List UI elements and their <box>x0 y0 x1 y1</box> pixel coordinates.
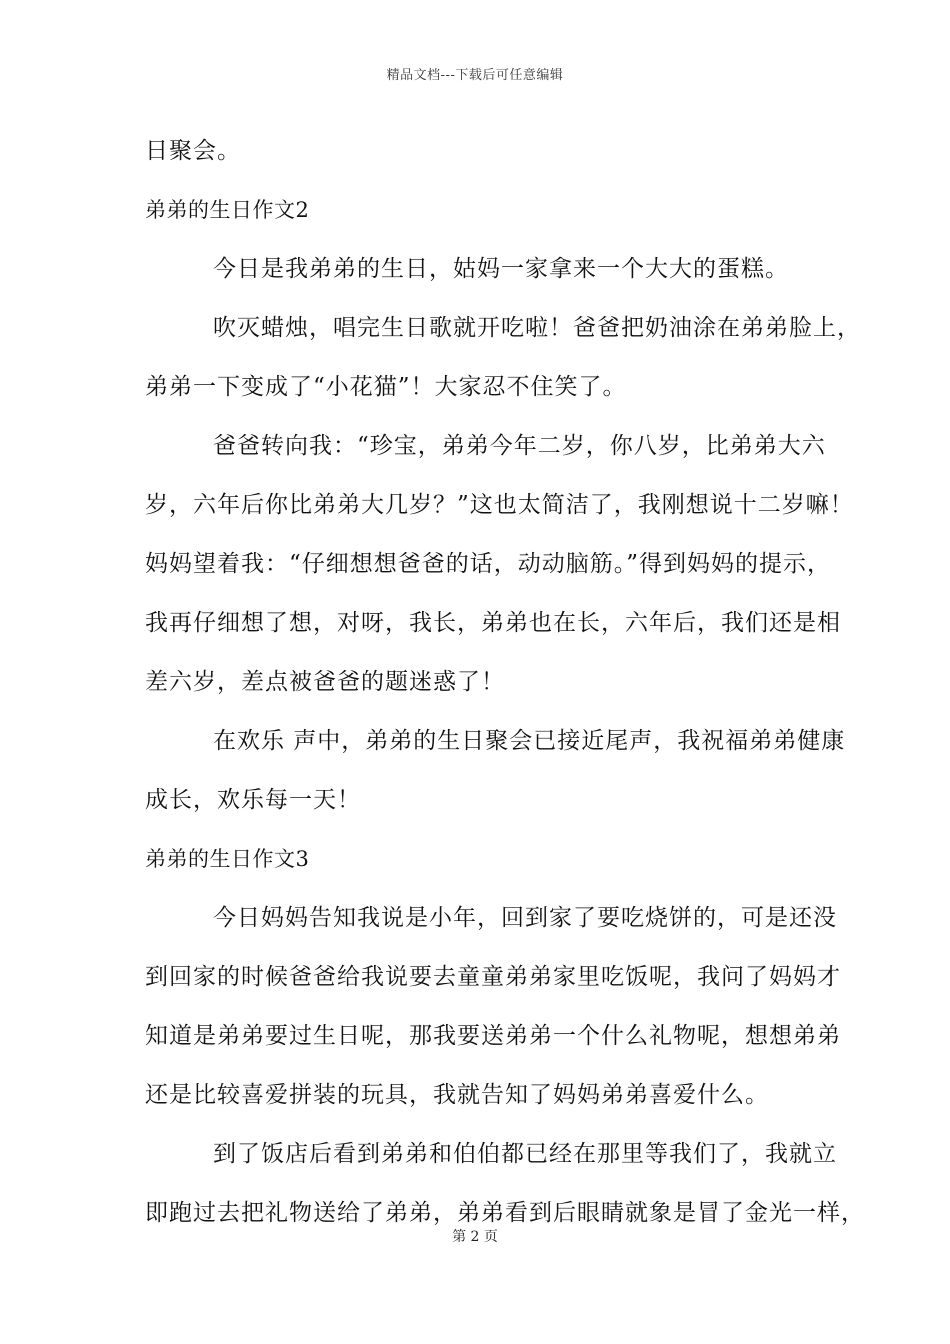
page-number: 第 2 页 <box>452 1229 498 1245</box>
text-line: 弟弟一下变成了“小花猫”！大家忍不住笑了。 <box>145 374 627 400</box>
text-line: 成长，欢乐每一天！ <box>145 787 361 813</box>
paragraph-first-line: 爸爸转向我：“珍宝，弟弟今年二岁，你八岁，比弟弟大六 <box>213 433 826 459</box>
paragraph-first-line: 在欢乐 声中，弟弟的生日聚会已接近尾声，我祝福弟弟健康 <box>213 728 846 754</box>
section-heading: 弟弟的生日作文2 <box>145 198 310 222</box>
document-body <box>145 128 865 1249</box>
text-line: 我再仔细想了想，对呀，我长，弟弟也在长，六年后，我们还是相 <box>145 610 841 636</box>
text-line: 岁，六年后你比弟弟大几岁？”这也太简洁了，我刚想说十二岁嘛！ <box>145 492 854 518</box>
text-line: 即跑过去把礼物送给了弟弟，弟弟看到后眼睛就象是冒了金光一样， <box>145 1200 865 1226</box>
text-line: 日聚会。 <box>145 138 241 164</box>
paragraph-first-line: 今日妈妈告知我说是小年，回到家了要吃烧饼的，可是还没 <box>213 905 837 931</box>
section-heading: 弟弟的生日作文3 <box>145 847 310 871</box>
text-line: 知道是弟弟要过生日呢，那我要送弟弟一个什么礼物呢，想想弟弟 <box>145 1023 841 1049</box>
text-line: 差六岁，差点被爸爸的题迷惑了！ <box>145 669 505 695</box>
text-line: 到回家的时候爸爸给我说要去童童弟弟家里吃饭呢，我问了妈妈才 <box>145 964 841 990</box>
paragraph-first-line: 到了饭店后看到弟弟和伯伯都已经在那里等我们了，我就立 <box>213 1141 837 1167</box>
page-header: 精品文档---下载后可任意编辑 <box>386 68 564 83</box>
paragraph-first-line: 吹灭蜡烛，唱完生日歌就开吃啦！爸爸把奶油涂在弟弟脸上， <box>213 315 861 341</box>
text-line: 还是比较喜爱拼装的玩具，我就告知了妈妈弟弟喜爱什么。 <box>145 1082 769 1108</box>
paragraph-first-line: 今日是我弟弟的生日，姑妈一家拿来一个大大的蛋糕。 <box>213 256 789 282</box>
text-line: 妈妈望着我：“仔细想想爸爸的话，动动脑筋。”得到妈妈的提示， <box>145 551 832 577</box>
